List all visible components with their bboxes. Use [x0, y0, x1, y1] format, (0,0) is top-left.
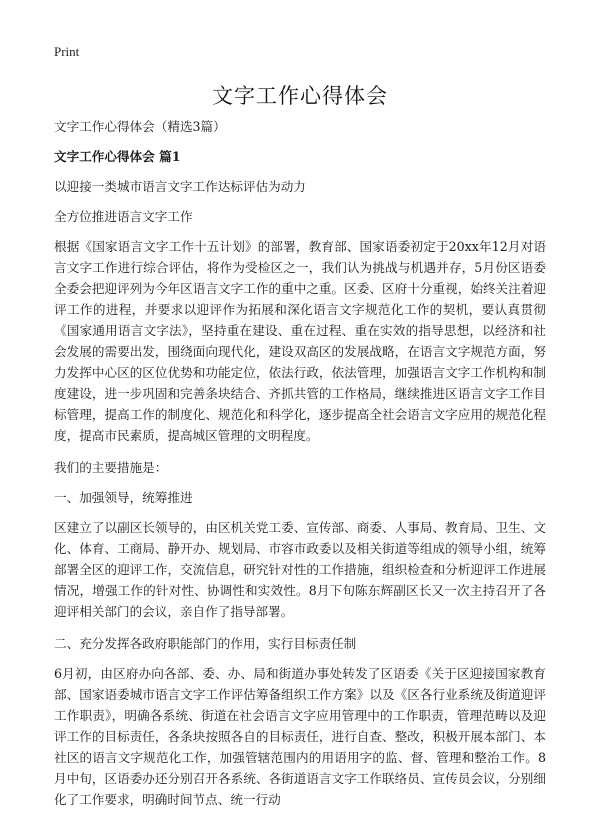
paragraph-3: 6月初，由区府办向各部、委、办、局和街道办事处转发了区语委《关于区迎接国家教育部、国家语委城市语言文字工作评估筹备组织工作方案》以及《区各行业系统及街道迎评工作职责》，明确各系统、街道在社会语言文字应用管理中的工作职责，管理范畴以及迎评工作的目标责任，各条块按照各自的目标责任，进行自查、整改，积极开展本部门、本社区的语言文字规范化工作，加强管辖范围内的用语用字的监、督、管理和整治工作。8月中旬，区语委办还分别召开各系统、各街道语言文字工作联络员、宣传员会议，分别细化了工作要求，明确时间节点、统一行动	[54, 666, 546, 807]
paragraph-1: 根据《国家语言文字工作十五计划》的部署，教育部、国家语委初定于20xx年12月对语言文字工作进行综合评估，将作为受检区之一，我们认为挑战与机遇并存，5月份区语委全委会把迎评列为今年区语言文字工作的重中之重。区委、区府十分重视，始终关注着迎评工作的进程，并要求以迎评作为拓展和深化语言文字规范化工作的契机，要认真贯彻《国家通用语言文字法》，坚持重在建设、重在过程、重在实效的指导思想，以经济和社会发展的需要出发，围绕面向现代化，建设双高区的发展战略，在语言文字规范方面，努力发挥中心区的区位优势和功能定位，依法行政，依法管理，加强语言文字工作机构和制度建设，进一步巩固和完善条块结合、齐抓共管的工作格局，继续推进区语言文字工作目标管理，提高工作的制度化、规范化和科学化，逐步提高全社会语言文字应用的规范化程度，提高市民素质，提高城区管理的文明程度。	[54, 239, 546, 443]
measure-2-title: 二、充分发挥各政府职能部门的作用，实行目标责任制	[54, 636, 357, 651]
document-body	[54, 116, 546, 821]
measures-intro: 我们的主要措施是：	[54, 460, 168, 475]
paragraph-2: 区建立了以副区长领导的，由区机关党工委、宣传部、商委、人事局、教育局、卫生、文化、体育、工商局、静开办、规划局、市容市政委以及相关街道等组成的领导小组，统筹部署全区的迎评工作，交流信息，研究针对性的工作措施，组织检查和分析迎评工作进展情况，增强工作的针对性、协调性和实效性。8月下旬陈东辉副区长又一次主持召开了各迎评相关部门的会议，亲自作了指导部署。	[54, 520, 546, 619]
print-link[interactable]: Print	[54, 44, 80, 59]
intro-line-1: 以迎接一类城市语言文字工作达标评估为动力	[54, 179, 306, 194]
document-title: 文字工作心得体会	[212, 84, 388, 108]
section-heading: 文字工作心得体会 篇1	[54, 149, 181, 164]
document-subtitle: 文字工作心得体会（精选3篇）	[54, 119, 226, 134]
intro-line-2: 全方位推进语言文字工作	[54, 209, 193, 224]
measure-1-title: 一、加强领导，统筹推进	[54, 490, 193, 505]
